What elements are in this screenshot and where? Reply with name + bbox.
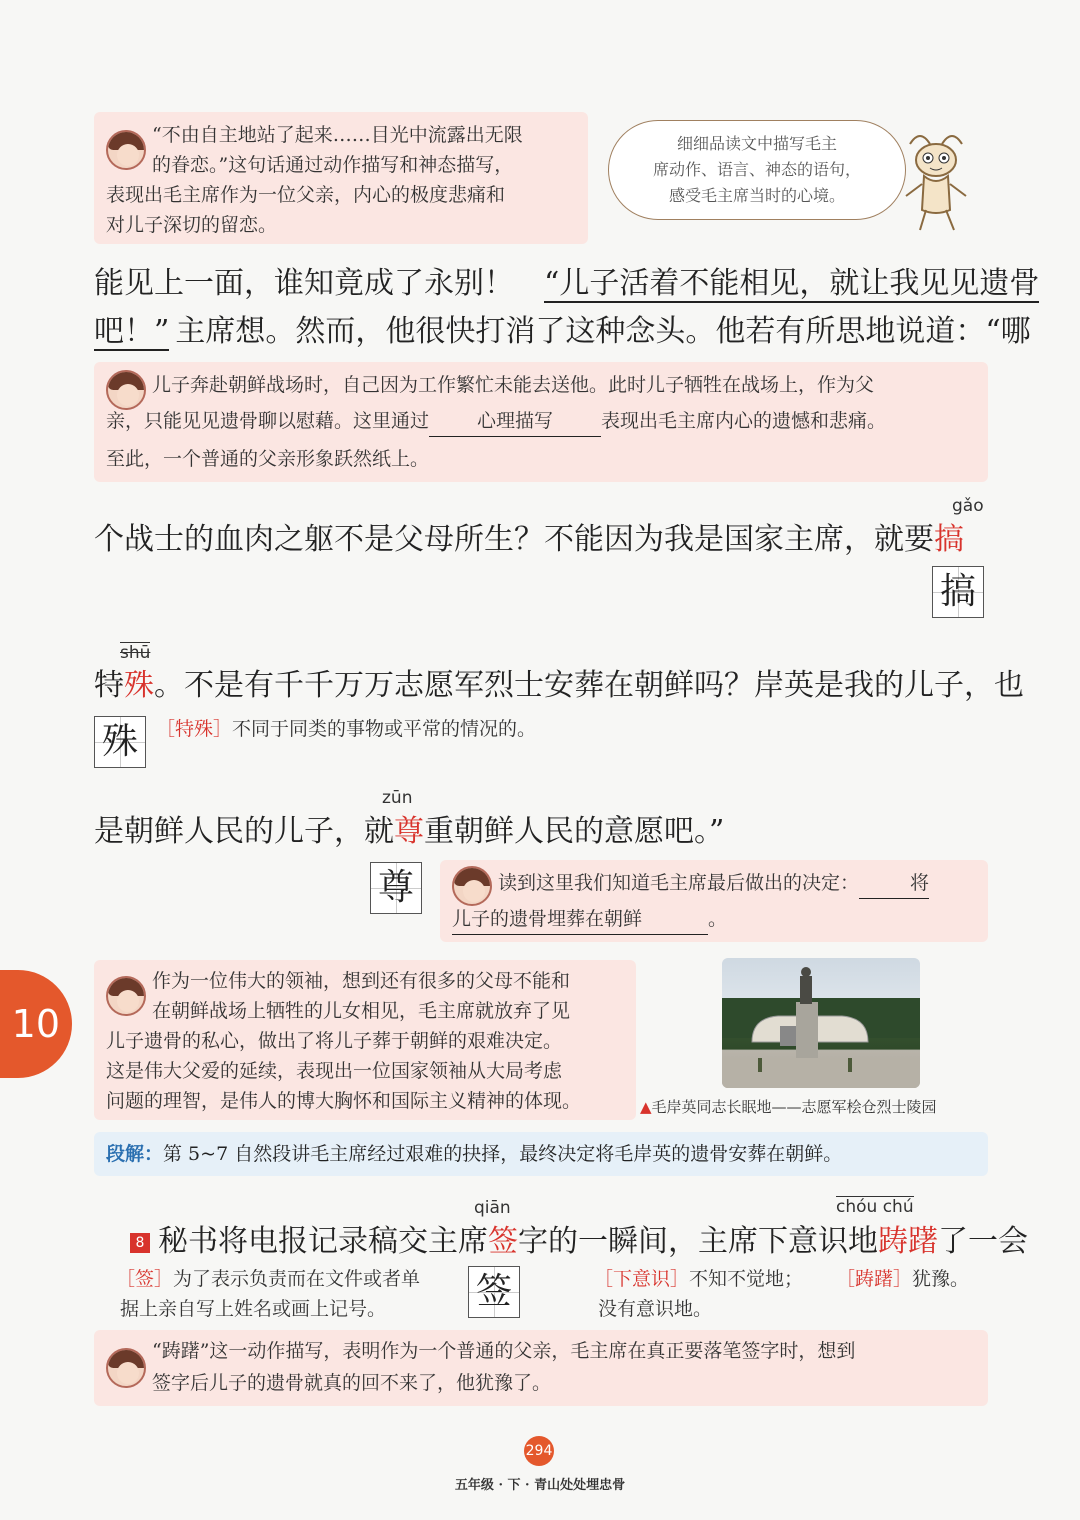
word-explanation (156, 714, 536, 741)
text-segment: 是朝鲜人民的儿子，就 (94, 814, 394, 849)
new-character: 签 (488, 1224, 518, 1259)
cartoon-mascot-icon (900, 124, 972, 236)
word-tag: ［签］ (116, 1268, 174, 1290)
character-box-zun: 尊 (370, 862, 422, 914)
word-tag: ［下意识］ (594, 1268, 690, 1290)
pinyin-shu: shū (120, 643, 151, 663)
note-line: 作为一位伟大的领袖，想到还有很多的父母不能和 (152, 970, 571, 992)
note-line: 签字后儿子的遗骨就真的回不来了，他犹豫了。 (152, 1372, 552, 1394)
note-line (106, 406, 886, 437)
character-box-gao: 搞 (932, 566, 984, 618)
annotation-note-4 (94, 960, 636, 1120)
new-character: 殊 (124, 668, 154, 703)
statue-photo-icon (722, 958, 920, 1088)
note-segment: 读到这里我们知道毛主席最后做出的决定： (498, 872, 860, 894)
text-line (94, 812, 724, 852)
note-line: 儿子遗骨的私心，做出了将儿子葬于朝鲜的艰难决定。 (106, 1030, 563, 1052)
character-box-shu: 殊 (94, 716, 146, 768)
text-line (94, 520, 964, 560)
text-line (94, 312, 1031, 352)
text-segment: 个战士的血肉之躯不是父母所生？不能因为我是国家主席，就要 (94, 522, 934, 557)
text-line (94, 666, 1024, 706)
annotation-note-3 (440, 860, 988, 942)
annotation-note-5 (94, 1330, 988, 1406)
text-segment: 主席想。然而，他很快打消了这种念头。他若有所思地说道：“哪 (175, 314, 1031, 349)
section-text: 第 5~7 自然段讲毛主席经过艰难的抉择，最终决定将毛岸英的遗骨安葬在朝鲜。 (163, 1143, 843, 1165)
teacher-avatar-icon (106, 370, 146, 410)
note-line: 对儿子深切的留恋。 (106, 214, 278, 236)
note-segment: 亲，只能见见遗骨聊以慰藉。这里通过 (106, 410, 430, 432)
pinyin-chouchu: chóu chú (836, 1197, 914, 1217)
note-line: 儿子奔赴朝鲜战场时，自己因为工作繁忙未能去送他。此时儿子牺牲在战场上，作为父 (152, 374, 875, 396)
note-line: 的眷恋。”这句话通过动作描写和神态描写， (152, 154, 514, 176)
word-definition: 不知不觉地； (689, 1268, 804, 1290)
note-line (452, 904, 727, 935)
word-tag: ［踌躇］ (836, 1268, 913, 1290)
note-segment: 。 (708, 908, 728, 930)
word-definition: 为了表示负责而在文件或者单 (173, 1268, 421, 1290)
new-word: 踌躇 (878, 1224, 938, 1259)
text-segment: 能见上一面，谁知竟成了永别！ (94, 266, 514, 301)
answer-blank: 将 (859, 868, 929, 899)
underlined-quote: “儿子活着不能相见，就让我见见遗骨 (544, 266, 1040, 301)
note-line: “踌躇”这一动作描写，表明作为一个普通的父亲，毛主席在真正要落笔签字时，想到 (152, 1340, 856, 1362)
word-explanation-xiayishi-cont: 没有意识地。 (598, 1298, 713, 1320)
text-line (130, 1222, 1028, 1262)
text-segment: 特 (94, 668, 124, 703)
photo-caption (640, 1096, 937, 1117)
bubble-line: 感受毛主席当时的心境。 (668, 186, 845, 205)
teacher-avatar-icon (106, 130, 146, 170)
annotation-note-2 (94, 362, 988, 482)
bubble-line: 细细品读文中描写毛主 (676, 134, 837, 153)
page-number: 294 (524, 1436, 554, 1466)
thought-bubble (608, 120, 906, 220)
answer-blank: 心理描写 (429, 406, 601, 437)
memorial-photo (722, 958, 920, 1088)
character-box-qian: 签 (468, 1266, 520, 1318)
word-explanation-qian (116, 1264, 420, 1291)
text-segment: 秘书将电报记录稿交主席 (158, 1224, 488, 1259)
triangle-marker-icon: ▲ (640, 1098, 652, 1116)
book-title: 五年级 · 下 · 青山处处埋忠骨 (454, 1478, 626, 1493)
section-summary (94, 1132, 988, 1176)
underlined-quote: 吧！” (94, 314, 170, 349)
note-line: 在朝鲜战场上牺牲的儿女相见，毛主席就放弃了见 (152, 1000, 571, 1022)
note-line: 表现出毛主席作为一位父亲，内心的极度悲痛和 (106, 184, 506, 206)
word-definition: 犹豫。 (912, 1268, 970, 1290)
paragraph-number: 8 (130, 1233, 150, 1253)
teacher-avatar-icon (452, 866, 492, 906)
teacher-avatar-icon (106, 976, 146, 1016)
pinyin-gao: gǎo (952, 496, 984, 516)
text-segment: 。不是有千千万万志愿军烈士安葬在朝鲜吗？岸英是我的儿子，也 (154, 668, 1024, 703)
note-line: “不由自主地站了起来……目光中流露出无限 (152, 124, 523, 146)
pinyin-qian: qiān (474, 1198, 511, 1218)
word-definition: 不同于同类的事物或平常的情况的。 (232, 718, 537, 740)
text-line (94, 264, 1039, 304)
word-explanation-xiayishi (594, 1264, 803, 1291)
note-line: 问题的理智，是伟人的博大胸怀和国际主义精神的体现。 (106, 1090, 582, 1112)
annotation-note-1 (94, 112, 588, 244)
pinyin-zun: zūn (382, 788, 413, 808)
word-explanation-chouchu (836, 1264, 969, 1291)
new-character: 搞 (934, 522, 964, 557)
teacher-avatar-icon (106, 1348, 146, 1388)
answer-blank: 儿子的遗骨埋葬在朝鲜 (452, 904, 708, 935)
text-segment: 字的一瞬间，主席下意识地 (518, 1224, 878, 1259)
bubble-line: 席动作、语言、神态的语句， (652, 160, 861, 179)
note-line: 这是伟大父爱的延续，表现出一位国家领袖从大局考虑 (106, 1060, 563, 1082)
new-character: 尊 (394, 814, 424, 849)
caption-text: 毛岸英同志长眠地——志愿军桧仓烈士陵园 (651, 1098, 937, 1116)
note-line (498, 868, 929, 899)
text-segment: 重朝鲜人民的意愿吧。” (424, 814, 725, 849)
word-tag: ［特殊］ (156, 718, 233, 740)
text-segment: 了一会 (938, 1224, 1028, 1259)
note-segment: 表现出毛主席内心的遗憾和悲痛。 (601, 410, 887, 432)
word-explanation-qian-cont: 据上亲自写上姓名或画上记号。 (120, 1298, 387, 1320)
note-line: 至此，一个普通的父亲形象跃然纸上。 (106, 448, 430, 470)
section-label: 段解： (106, 1143, 164, 1165)
chapter-number-tab: 10 (0, 970, 72, 1078)
